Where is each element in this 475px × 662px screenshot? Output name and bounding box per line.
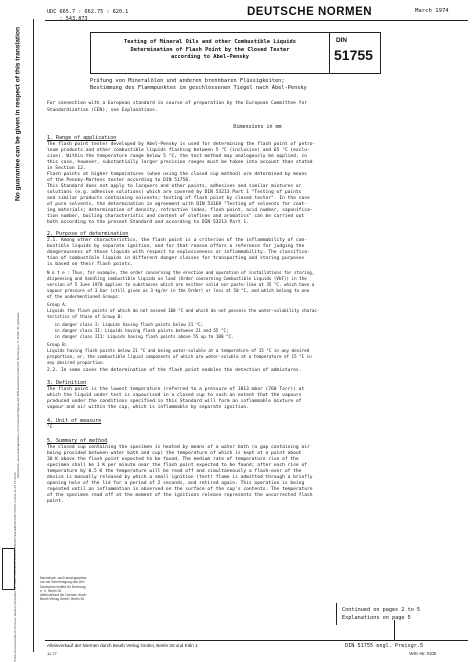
din-reference: DIN 51755 engl. Preisgr.5 bbox=[345, 643, 424, 649]
body-line: and similar products containing solvents; testing of flash point by closed tester". In the case bbox=[47, 196, 310, 201]
body-line: in Section 12. bbox=[47, 166, 86, 171]
body-line: solutions (e.g. adhesive solutions) which are covered by DIN 53213 Part 1 "Testing of paints bbox=[47, 190, 302, 195]
body-line: vapour and air within the cup, which is inflammable by separate ignition. bbox=[47, 405, 249, 410]
intro-line: Standardization (CEN), see Explanations. bbox=[47, 108, 158, 113]
body-line: this case, however, substantially larger precision ranges must be taken into account than stated bbox=[47, 160, 313, 165]
body-line: The flash point is the lowest temperature (referred to a pressure of 1013 mbar (760 Torr)) at bbox=[47, 387, 305, 392]
note-line: Liquids the flash points of which do not exceed 100 °C and which do not possess the water-solubility charac- bbox=[47, 308, 320, 313]
body-line: This Standard does not apply to lacquers and other paints, adhesives and similar mixtures or bbox=[47, 184, 302, 189]
note-line: version of 5 June 1970 applies to substances which are neither solid nor paste-like at 35 °C, which have a bbox=[47, 282, 315, 287]
note-line: any desired proportion. bbox=[47, 360, 105, 365]
body-line: repeated until an inflammation is observed on the surface of the cup's contents. The temperature bbox=[47, 487, 313, 492]
dimensions-note: Dimensions in mm bbox=[233, 124, 282, 130]
body-line: tion number, boiling characteristic and content of olefines and aromatics" can be carried out bbox=[47, 214, 305, 219]
body-line: sive). Within the temperature range below 5 °C, the test method may analogously be applied, in bbox=[47, 154, 307, 159]
german-title-line-1: Prüfung von Mineralölen und anderen brennbaren Flüssigkeiten; bbox=[90, 78, 285, 84]
note-line: teristics of those of Group B: bbox=[47, 314, 123, 319]
body-line: of pure solvents, the determination in agreement with DIN 53169 "Testing of solvents for coat- bbox=[47, 202, 307, 207]
download-credit-text: Sofort-Download-Beuth-Thomson Reuters (Scientific) Inc.-KdNr.7548193-ID.0F2978728C9977E2DE8C3D135F7F4567-4-2011-12-07 14:42:03 bbox=[13, 472, 17, 662]
body-line: temperature by 0.5 K the temperature will be read off and simultaneously a flash-over of the bbox=[47, 469, 302, 474]
intro-line: For connection with a European standard in course of preparation by the European Committee for bbox=[47, 101, 307, 106]
publisher-brand: DEUTSCHE NORMEN bbox=[247, 6, 373, 18]
group-heading: Group A: bbox=[47, 302, 68, 307]
body-line: ing materials; determination of density, refractive index, flash point, acid number, saponifica- bbox=[47, 208, 313, 213]
udc-classification: UDC 665.7 : 662.75 : 620.1 : 543.873 bbox=[47, 9, 129, 22]
group-heading: Group B: bbox=[47, 342, 68, 347]
german-title-line-2: Bestimmung des Flammpunktes im geschlossenen Tiegel nach Abel-Pensky bbox=[90, 85, 307, 91]
body-line: dangerousness of those liquids with respect to explosiveness or inflammability. The classifica- bbox=[47, 250, 310, 255]
body-line: device is manually released by which a small ignition (test) flame is admitted through a briefly bbox=[47, 475, 313, 480]
body-line: leum products and other combustible liquids flashing between 5 °C (inclusive) and 65 °C (exclu- bbox=[47, 148, 310, 153]
footer-separator bbox=[394, 620, 395, 640]
footer-divider bbox=[45, 640, 468, 641]
body-line: opening hole of the lid for a period of 2 seconds, and retired again. This operation is being bbox=[47, 481, 305, 486]
section-heading: 1. Range of application bbox=[47, 135, 117, 141]
body-line: tion of combustible liquids in different danger classes for transporting and storing purposes bbox=[47, 256, 305, 261]
body-line: of the Pensky-Martens tester according to DIN 51758. bbox=[47, 178, 191, 183]
body-line: 30 K above the flash point expected to be found. The medium rate of temperature rise of the bbox=[47, 457, 299, 462]
body-line: The flash point tester developed by Abel-Pensky is used for determining the flash point of petro- bbox=[47, 142, 316, 147]
section-heading: 4. Unit of measure bbox=[47, 418, 102, 424]
body-line: which the liquid under test is vapourised in a closed cup to such an extent that the vapours bbox=[47, 393, 302, 398]
note-line: Liquids having flash points below 21 °C and being water-soluble at a temperature of 15 °C in any desired bbox=[47, 348, 310, 353]
body-line: point. bbox=[47, 499, 64, 504]
section-heading: 5. Summary of method bbox=[47, 438, 108, 444]
body-line: produced under the conditions specified in this Standard will form an inflammable mixture of bbox=[47, 399, 302, 404]
header-divider bbox=[45, 20, 468, 21]
issue-code: 11.77 bbox=[47, 651, 57, 656]
margin-box bbox=[2, 548, 15, 590]
copyright-notice-text: Nachdruck, auch auszugsweise, nur mit Genehmigung des DIN Deutsches Institut für Normung e. V., Berlin 30, gestattet. bbox=[16, 312, 20, 478]
continuation-box bbox=[336, 603, 469, 625]
body-line: both according to the present Standard and according to DIN 53213 Part 1. bbox=[47, 220, 249, 225]
body-line: Flash points at higher temperatures (when using the closed cup method) are determined by means bbox=[47, 172, 307, 177]
body-line: °C bbox=[47, 425, 53, 430]
issue-date: March 1974 bbox=[415, 8, 449, 14]
title-line-2: Determination of Flash Point by the Closed Tester bbox=[130, 47, 290, 53]
translation-disclaimer-text: No guarantee can be given in respect of this translation bbox=[14, 26, 22, 202]
body-line: is based on their flash points. bbox=[47, 262, 133, 267]
danger-class-line: in danger class III: Liquids having flash points above 55 up to 100 °C. bbox=[47, 334, 234, 339]
body-line: specimen shall be 1 K per minute near the flash point expected to be found; after each rise of bbox=[47, 463, 307, 468]
title-block bbox=[90, 32, 330, 74]
standard-number-box bbox=[328, 32, 381, 74]
title-line-3: according to Abel-Pensky bbox=[171, 54, 249, 60]
danger-class-line: in danger class II: Liquids having flash points between 21 and 55 °C; bbox=[47, 328, 229, 333]
note-line: proportion, or, the combustible liquid components of which are water-soluble at a temperature of 15 °C in bbox=[47, 354, 312, 359]
section-heading: 2. Purpose of determination bbox=[47, 231, 129, 237]
continued-pages: Continued on pages 2 to 5 bbox=[342, 607, 421, 613]
note-line: of the undermentioned Groups: bbox=[47, 294, 121, 299]
title-line-1: Testing of Mineral Oils and other Combustible Liquids bbox=[123, 39, 296, 45]
translation-disclaimer bbox=[3, 24, 33, 204]
left-margin-rule bbox=[33, 19, 34, 652]
note-line: vapour pressure of 3 bar (still given as 3 kg/m² in the Order) or less at 50 °C, and which belong to one bbox=[47, 288, 310, 293]
distribution-notice: Alleinverkauf der Normen durch Beuth Verlag GmbH, Berlin 30 und Köln 1 bbox=[47, 643, 198, 648]
danger-class-line: in danger class I: Liquids having flash points below 21 °C; bbox=[47, 322, 204, 327]
body-line: being provided between water bath and cup) the temperature of which is kept at a point about bbox=[47, 451, 302, 456]
body-line: bustible liquids by separate ignition, and for that reason offers a reference for judging the bbox=[47, 244, 305, 249]
explanations-pointer: Explanations on page 5 bbox=[342, 615, 411, 621]
section-heading: 3. Definition bbox=[47, 380, 87, 386]
din-number: 51755 bbox=[334, 47, 373, 63]
body-line: of the specimen read off at the moment of the ignitions release represents the uncorrected flash bbox=[47, 493, 313, 498]
note-line: N o t e : Thus, for example, the order concerning the erection and operation of installations for storing, bbox=[47, 270, 315, 275]
body-line: 2.2. In some cases the determination of the flash point enables the detection of admixtures. bbox=[47, 368, 302, 373]
note-line: dispensing and handling combustible liquids on land (Order concerning Combustible Liquids (VbF)) in the bbox=[47, 276, 307, 281]
body-line: The closed cup containing the specimen is heated by means of a water bath (a gap containing air bbox=[47, 445, 310, 450]
body-line: 2.1. Among other characteristics, the flash point is a criterion of the inflammability of com- bbox=[47, 238, 307, 243]
reprint-notice: Nachdruck, auch auszugsweise, nur mit Genehmigung des DIN Deutsches Institut für Normung e. V., Berlin 30 Alleinverkauf der Normen durch Beuth Verlag GmbH, Berlin 30 bbox=[40, 576, 88, 602]
din-label: DIN bbox=[336, 37, 348, 44]
sales-number: Vertr.-Nr. 0105 bbox=[409, 651, 436, 656]
